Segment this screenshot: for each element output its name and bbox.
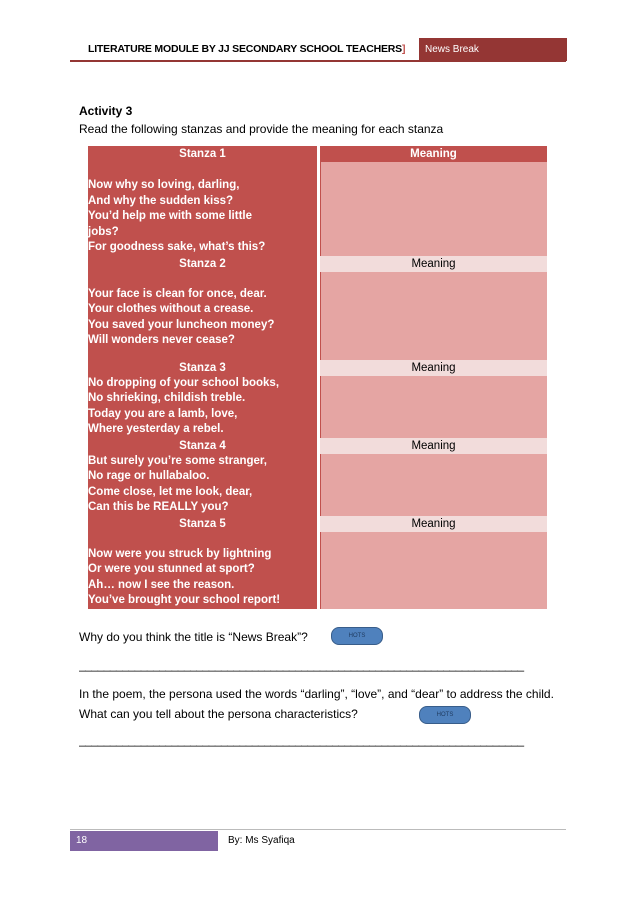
table-row (88, 360, 547, 376)
meaning-header: Meaning (320, 360, 547, 376)
header-tab: News Break (419, 38, 567, 61)
stanza-header: Stanza 3 (88, 360, 320, 376)
stanza-header: Stanza 4 (88, 438, 320, 454)
meaning-header: Meaning (320, 256, 547, 272)
meaning-answer-cell[interactable] (320, 376, 547, 438)
header-divider (70, 60, 566, 62)
meaning-header: Meaning (320, 516, 547, 532)
table-row (88, 438, 547, 454)
footer-author: By: Ms Syafiqa (228, 835, 295, 846)
stanza-line: No rage or hullabaloo. (88, 470, 210, 482)
table-row (88, 532, 547, 609)
stanza-line: No shrieking, childish treble. (88, 392, 246, 404)
meaning-header: Meaning (320, 438, 547, 454)
answer-line-2[interactable]: ________________________________________________________________________ (79, 733, 524, 747)
page-header (70, 38, 566, 61)
hots-badge: HOTS (331, 627, 383, 645)
activity-title: Activity 3 (79, 104, 133, 118)
meaning-answer-cell[interactable] (320, 532, 547, 609)
stanza-line: Your face is clean for once, dear. (88, 287, 267, 300)
stanza-text (88, 454, 320, 516)
question-2: In the poem, the persona used the words “darling”, “love”, and “dear” to address the child. What can you tell about the persona characteristics? (79, 687, 554, 721)
answer-line-1[interactable]: ________________________________________________________________________ (79, 658, 524, 672)
stanza-line: Now were you struck by lightning (88, 547, 272, 560)
table-row (88, 516, 547, 532)
activity-instruction: Read the following stanzas and provide the meaning for each stanza (79, 122, 444, 136)
stanza-header: Stanza 2 (88, 256, 320, 272)
meaning-answer-cell[interactable] (320, 272, 547, 360)
stanza-line: Come close, let me look, dear, (88, 485, 253, 498)
header-bracket: ] (402, 43, 406, 55)
stanza-line: You’ve brought your school report! (88, 594, 281, 606)
stanza-line: No dropping of your school books, (88, 376, 280, 389)
stanza-text (88, 532, 320, 609)
stanza-line: Ah… now I see the reason. (88, 578, 235, 591)
stanza-line: You saved your luncheon money? (88, 318, 275, 331)
stanza-line: Will wonders never cease? (88, 334, 235, 346)
stanza-line: jobs? (88, 225, 119, 238)
stanza-line: You’d help me with some little (88, 210, 252, 222)
table-row (88, 376, 547, 438)
stanza-line: Now why so loving, darling, (88, 179, 240, 191)
table-row (88, 454, 547, 516)
stanza-line: For goodness sake, what’s this? (88, 241, 266, 253)
table-row (88, 146, 547, 162)
footer-divider (70, 829, 566, 830)
hots-badge: HOTS (419, 706, 471, 724)
stanza-line: Where yesterday a rebel. (88, 423, 224, 435)
table-row (88, 272, 547, 360)
meaning-answer-cell[interactable] (320, 454, 547, 516)
meaning-answer-cell[interactable] (320, 162, 547, 256)
stanza-text (88, 162, 320, 256)
stanza-line: Today you are a lamb, love, (88, 407, 238, 420)
stanza-table (88, 146, 547, 609)
stanza-line: Or were you stunned at sport? (88, 563, 255, 575)
stanza-line: And why the sudden kiss? (88, 194, 234, 207)
stanza-header: Stanza 5 (88, 516, 320, 532)
stanza-line: But surely you’re some stranger, (88, 454, 267, 467)
table-row (88, 256, 547, 272)
question-1: Why do you think the title is “News Break”? (79, 630, 308, 644)
header-title: LITERATURE MODULE BY JJ SECONDARY SCHOOL TEACHERS] (88, 43, 406, 55)
stanza-text (88, 376, 320, 438)
stanza-text (88, 272, 320, 360)
meaning-header: Meaning (320, 146, 547, 162)
stanza-line: Can this be REALLY you? (88, 501, 229, 513)
stanza-header: Stanza 1 (88, 146, 320, 162)
stanza-line: Your clothes without a crease. (88, 303, 254, 315)
page-number: 18 (70, 831, 218, 851)
table-row (88, 162, 547, 256)
